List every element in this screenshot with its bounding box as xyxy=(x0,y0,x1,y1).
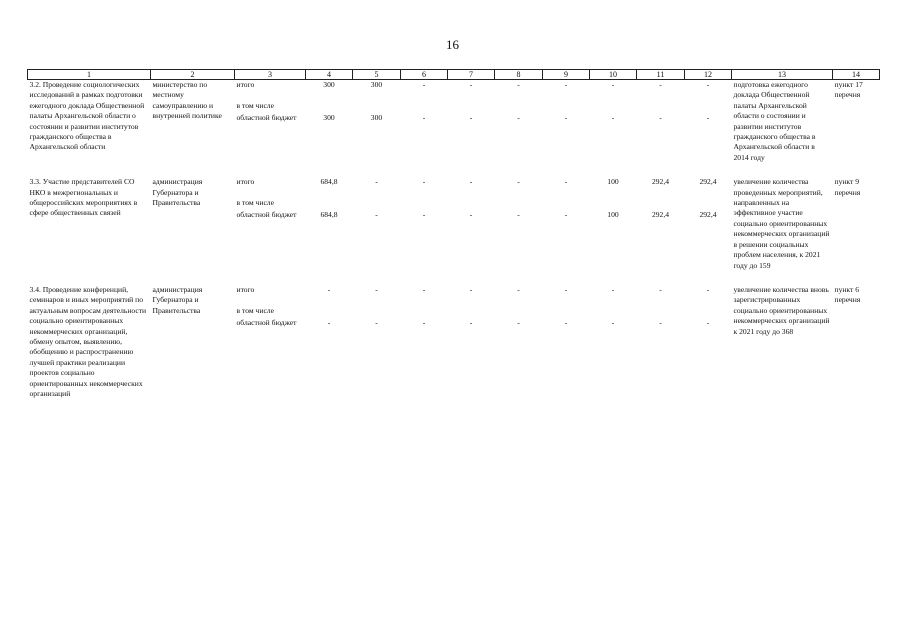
expected-result: увеличение количества проведенных мероприятий, направленных на эффективное участие социально ориентированных некоммерческих организаций в решении социальных проблем населения, к 2021 году до 159 xyxy=(733,177,830,270)
value-cell: - - xyxy=(706,80,710,122)
source-regional-label: областной бюджет xyxy=(236,210,297,220)
column-number: 3 xyxy=(235,70,306,80)
column-number: 5 xyxy=(353,70,401,80)
value-cell: - - xyxy=(517,284,520,327)
value-cell: - - xyxy=(564,284,568,327)
activity-name: 3.3. Участие представителей СО НКО в межрегиональных и общероссийских мероприятиях в сфере общественных связей xyxy=(29,177,138,218)
value-cell: - - xyxy=(706,284,710,327)
column-number: 8 xyxy=(495,70,543,80)
program-table xyxy=(27,69,880,413)
source-including-label: в том числе xyxy=(236,101,274,110)
value-cell: 292,4 292,4 xyxy=(651,177,670,220)
source-including-label: в том числе xyxy=(236,198,274,208)
value-cell: - - xyxy=(469,177,473,220)
executor: администрация Губернатора и Правительства xyxy=(152,284,203,315)
column-number: 11 xyxy=(637,70,685,80)
table-row xyxy=(28,80,880,178)
executor: администрация Губернатора и Правительства xyxy=(152,177,203,208)
value-cell: - - xyxy=(564,80,568,122)
table-row xyxy=(28,285,880,413)
column-number: 7 xyxy=(448,70,495,80)
value-cell: 684,8 684,8 xyxy=(320,177,338,220)
executor: министерство по местному самоуправлению и внутренней политике xyxy=(152,80,222,121)
value-cell: 292,4 292,4 xyxy=(699,177,717,220)
reference: пункт 9 перечня xyxy=(834,177,861,197)
value-cell: - - xyxy=(469,80,473,122)
value-cell: 300 300 xyxy=(323,80,335,122)
value-cell: - - xyxy=(564,177,568,220)
value-cell: - - xyxy=(659,80,662,122)
table-row xyxy=(28,177,880,285)
column-number: 10 xyxy=(590,70,637,80)
column-number: 9 xyxy=(543,70,590,80)
source-regional-label: областной бюджет xyxy=(236,317,297,327)
column-number: 2 xyxy=(151,70,235,80)
value-cell: - - xyxy=(517,80,520,122)
value-cell: - - xyxy=(517,177,520,220)
source-including-label: в том числе xyxy=(236,305,274,315)
column-number: 12 xyxy=(685,70,732,80)
column-number: 4 xyxy=(306,70,353,80)
value-cell: - - xyxy=(327,284,331,327)
source-total-label: итого xyxy=(236,80,255,89)
value-cell: 300 300 xyxy=(370,80,383,122)
source-total-label: итого xyxy=(236,177,255,187)
expected-result: увеличение количества вновь зарегистрированных социально ориентированных некоммерческих организаций к 2021 году до 368 xyxy=(733,284,830,336)
expected-result: подготовка ежегодного доклада Общественной палаты Архангельской области о состоянии и развитии институтов гражданского общества в Архангельской области в 2014 году xyxy=(733,80,816,162)
activity-name: 3.4. Проведение конференций, семинаров и иных мероприятий по актуальным вопросам деятельности социально ориентированных некоммерческих организаций, обмену опытом, выявлению, обобщению и распространению лучшей практики реализации проектов социально ориентированных некоммерческих организаций xyxy=(29,284,147,398)
value-cell: - - xyxy=(469,284,473,327)
value-cell: - - xyxy=(659,284,662,327)
column-number: 13 xyxy=(732,70,833,80)
source-total-label: итого xyxy=(236,284,255,294)
value-cell: - - xyxy=(422,177,426,220)
column-number: 14 xyxy=(833,70,880,80)
funding-source xyxy=(235,177,306,285)
funding-source xyxy=(235,80,306,178)
source-regional-label: областной бюджет xyxy=(236,113,297,122)
value-cell: - - xyxy=(611,80,615,122)
value-cell: - - xyxy=(611,284,615,327)
activity-name: 3.2. Проведение социологических исследований в рамках подготовки ежегодного доклада Общественной палаты Архангельской области о состоянии и развитии институтов гражданского общества в Архангельской области xyxy=(29,80,145,152)
value-cell: 100 100 xyxy=(607,177,619,220)
value-cell: - - xyxy=(375,177,378,220)
funding-source xyxy=(235,285,306,413)
column-number: 6 xyxy=(401,70,448,80)
value-cell: - - xyxy=(422,284,426,327)
reference: пункт 17 перечня xyxy=(834,80,863,100)
page-number: 16 xyxy=(446,37,459,52)
value-cell: - - xyxy=(422,80,426,122)
column-number-row xyxy=(28,70,880,80)
column-number: 1 xyxy=(28,70,151,80)
value-cell: - - xyxy=(375,284,378,327)
reference: пункт 6 перечня xyxy=(834,284,861,305)
